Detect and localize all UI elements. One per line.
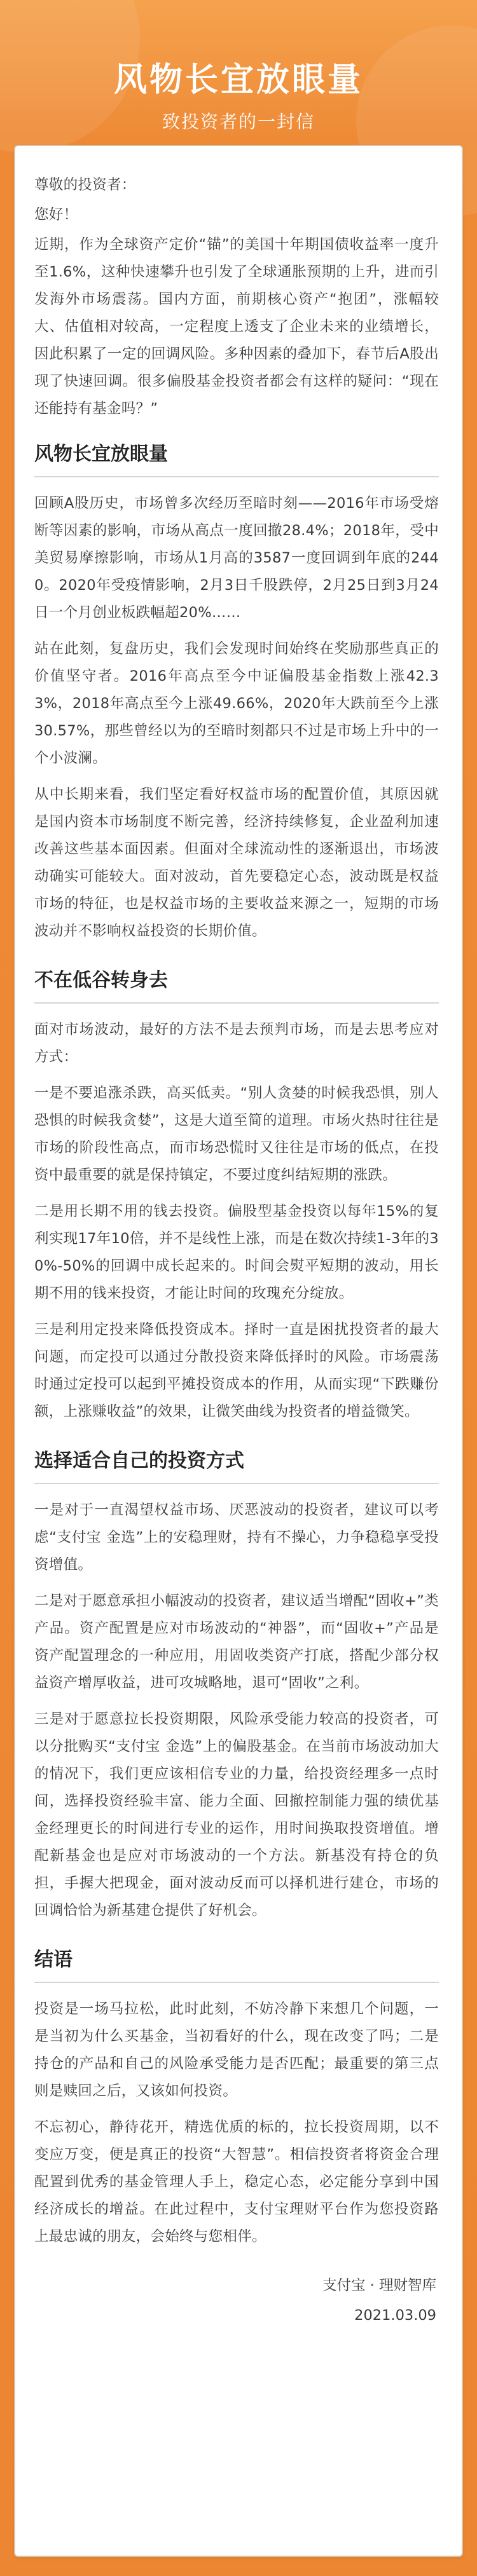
paragraph: 站在此刻，复盘历史，我们会发现时间始终在奖励那些真正的价值坚守者。2016年高点至今中证偏股基金指数上涨42.33%，2018年高点至今上涨49.66%，2020年大跌前至今上涨30.57%，那些曾经以为的至暗时刻都只不过是市场上升中的一个小波澜。 [34, 641, 439, 767]
section-title: 结语 [34, 1947, 439, 1983]
section-title: 风物长宜放眼量 [34, 442, 439, 477]
hello: 您好！ [34, 207, 78, 223]
page-title: 风物长宜放眼量 [113, 60, 363, 99]
paragraph: 二是对于愿意承担小幅波动的投资者，建议适当增配“固收+”类产品。资产配置是应对市场波动的“神器”，而“固收+”产品是资产配置理念的一种应用，用固收类资产打底，搭配少部分权益资产增厚收益，进可攻城略地，退可“固收”之利。 [34, 1593, 439, 1691]
paragraph: 三是对于愿意拉长投资期限，风险承受能力较高的投资者，可以分批购买“支付宝 金选”上的偏股基金。在当前市场波动加大的情况下，我们更应该相信专业的力量，给投资经理多一点时间，选择投资经验丰富、能力全面、回撤控制能力强的绩优基金经理更长的时间进行专业的运作，用时间换取投资增值。增配新基金也是应对市场波动的一个方法。新基没有持仓的负担，手握大把现金，面对波动反而可以择机进行建仓，市场的回调恰恰为新基建仓提供了好机会。 [34, 1711, 439, 1919]
signature-date: 2021.03.09 [354, 2307, 436, 2324]
paragraph: 一是不要追涨杀跌，高买低卖。“别人贪婪的时候我恐惧，别人恐惧的时候我贪婪”，这是大道至简的道理。市场火热时往往是市场的阶段性高点，而市场恐慌时又往往是市场的低点，在投资中最重要的就是保持镇定，不要过度纠结短期的涨跌。 [34, 1085, 439, 1183]
paragraph: 从中长期来看，我们坚定看好权益市场的配置价值，其原因就是国内资本市场制度不断完善，经济持续修复，企业盈利加速改善这些基本面因素。但面对全球流动性的逐渐退出，市场波动确实可能较大。面对波动，首先要稳定心态，波动既是权益市场的特征，也是权益市场的主要收益来源之一，短期的市场波动并不影响权益投资的长期价值。 [34, 786, 439, 939]
paragraph: 不忘初心，静待花开，精选优质的标的，拉长投资周期，以不变应万变，便是真正的投资“大智慧”。相信投资者将资金合理配置到优秀的基金管理人手上，稳定心态，必定能分享到中国经济成长的增益。在此过程中，支付宝理财平台作为您投资路上最忠诚的朋友，会始终与您相伴。 [34, 2119, 439, 2245]
paragraph: 回顾A股历史，市场曾多次经历至暗时刻——2016年市场受熔断等因素的影响，市场从高点一度回撤28.4%；2018年，受中美贸易摩擦影响，市场从1月高的3587一度回调到年底的2440。2020年受疫情影响，2月3日千股跌停，2月25日到3月24日一个月创业板跌幅超20%…… [34, 495, 439, 621]
section-title: 选择适合自己的投资方式 [34, 1448, 439, 1484]
signature-org: 支付宝 · 理财智库 [322, 2277, 436, 2294]
paragraph: 二是用长期不用的钱去投资。偏股型基金投资以每年15%的复利实现17年10倍，并不是线性上涨，而是在数次持续1-3年的30%-50%的回调中成长起来的。时间会熨平短期的波动，用长期不用的钱来投资，才能让时间的玫瑰充分绽放。 [34, 1203, 439, 1302]
paragraph: 面对市场波动，最好的方法不是去预判市场，而是去思考应对方式： [34, 1021, 439, 1065]
letter-card [14, 145, 463, 2557]
intro-paragraph: 近期，作为全球资产定价“锚”的美国十年期国债收益率一度升至1.6%，这种快速攀升也引发了全球通胀预期的上升，进而引发海外市场震荡。国内方面，前期核心资产“抱团”，涨幅较大、估值相对较高，一定程度上透支了企业未来的业绩增长，因此积累了一定的回调风险。多种因素的叠加下，春节后A股出现了快速回调。很多偏股基金投资者都会有这样的疑问：“现在还能持有基金吗？” [34, 236, 439, 417]
greeting: 尊敬的投资者： [34, 177, 136, 193]
paragraph: 投资是一场马拉松，此时此刻，不妨冷静下来想几个问题，一是当初为什么买基金，当初看好的什么，现在改变了吗；二是持仓的产品和自己的风险承受能力是否匹配；最重要的第三点则是赎回之后，又该如何投资。 [34, 2001, 439, 2099]
page-subtitle: 致投资者的一封信 [162, 111, 315, 132]
paragraph: 一是对于一直渴望权益市场、厌恶波动的投资者，建议可以考虑“支付宝 金选”上的安稳理财，持有不操心，力争稳稳享受投资增值。 [34, 1502, 439, 1573]
section-title: 不在低谷转身去 [34, 968, 439, 1004]
paragraph: 三是利用定投来降低投资成本。择时一直是困扰投资者的最大问题，而定投可以通过分散投资来降低择时的风险。市场震荡时通过定投可以起到平摊投资成本的作用，从而实现“下跌赚份额，上涨赚收益”的效果，让微笑曲线为投资者的增益微笑。 [34, 1321, 439, 1420]
header [0, 0, 477, 145]
